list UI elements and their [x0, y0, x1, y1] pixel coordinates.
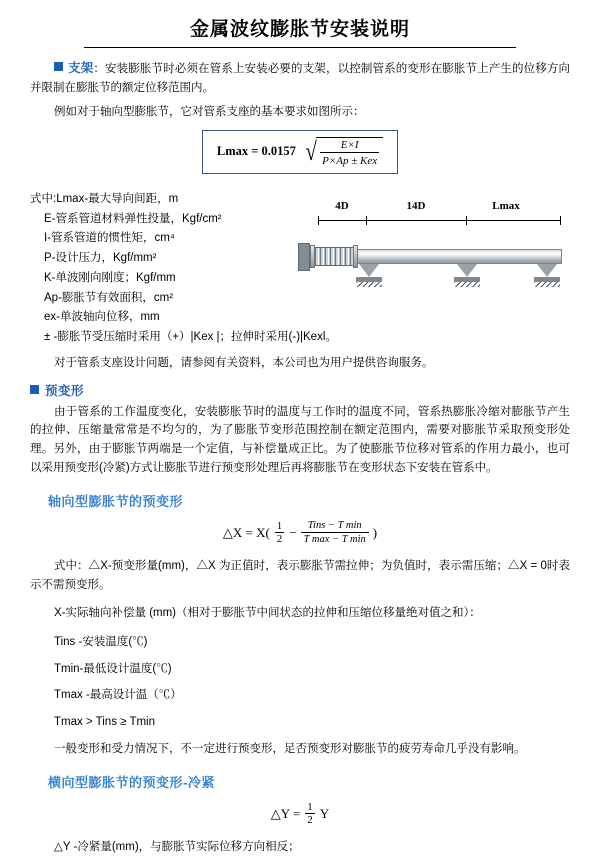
- formula-lmax-denominator: P×Ap ± Kex: [322, 154, 378, 167]
- formula-axial-frac-num: Tins − T min: [301, 520, 369, 533]
- formula-axial-half-den: 2: [276, 533, 283, 546]
- section-lateral-note: △Y -冷紧量(mm)，与膨胀节实际位移方向相反；: [54, 841, 300, 854]
- section-lateral-heading: 横向型膨胀节的预变形-冷紧: [48, 775, 215, 791]
- section-support-text: ：安装膨胀节时必须在管系上安装必要的支架，以控制管系的变形在膨胀节上产生的位移方向并限制在膨胀节的额定位移范围内。: [30, 63, 570, 94]
- axial-item: Tmin-最低设计温度(℃): [54, 662, 172, 675]
- dimension-tick: [560, 216, 561, 225]
- figure-dimension-lines: [294, 216, 564, 225]
- section-support-closing: 对于管系支座设计问题，请参阅有关资料，本公司也为用户提供咨询服务。: [54, 357, 434, 369]
- figure-dimension-labels: [294, 200, 564, 216]
- blue-square-bullet-icon: [30, 385, 39, 394]
- pipe-support-figure: [294, 200, 564, 310]
- bellows-end-cap: [310, 245, 315, 268]
- support-hatch: [454, 282, 480, 287]
- figure-label-lmax: Lmax: [492, 199, 520, 212]
- legend-item: 式中:Lmax-最大导向间距，m: [30, 192, 179, 205]
- legend-item: ex-单波轴向位移，mm: [44, 311, 160, 324]
- legend-item: P-设计压力，Kgf/mm²: [44, 252, 157, 265]
- radical-sign-icon: √: [305, 136, 317, 166]
- section-support-intro: [30, 58, 570, 97]
- formula-legend: [30, 190, 337, 348]
- formula-lateral-rhs: Y: [319, 805, 330, 821]
- formula-axial: [30, 520, 570, 545]
- dimension-segment: [318, 220, 366, 221]
- axial-item: X-实际轴向补偿量 (mm)（相对于膨胀节中间状态的拉伸和压缩位移量绝对值之和）：: [54, 607, 481, 620]
- support-triangle-icon: [359, 264, 379, 277]
- formula-lmax-radical: [304, 137, 383, 167]
- formula-lmax: [202, 130, 398, 174]
- axial-item: Tmax -最高设计温（℃）: [54, 689, 182, 702]
- legend-item: E-管系管道材料弹性投量，Kgf/cm²: [44, 212, 222, 225]
- formula-axial-fraction: [301, 520, 369, 545]
- axial-item: Tins -安装温度(℃): [54, 636, 148, 648]
- formula-axial-half: [275, 520, 285, 545]
- formula-lateral: [30, 801, 570, 826]
- section-support-heading: 支架: [68, 61, 94, 75]
- bellows-expansion-joint: [314, 247, 354, 266]
- axial-item: Tmax > Tins ≥ Tmin: [54, 715, 155, 728]
- formula-axial-half-num: 1: [276, 520, 283, 533]
- formula-axial-minus: −: [289, 524, 297, 540]
- legend-item: I-管系管道的惯性矩，cm⁴: [44, 232, 175, 245]
- page-title: 金属波纹膨胀节安装说明: [189, 19, 410, 40]
- section-predeform-para: 由于管系的工作温度变化，安装膨胀节时的温度与工作时的温度不同，管系热膨胀冷缩对膨胀节产生的拉伸、压缩量常常是不均匀的，为了膨胀节变形范围控制在额定范围内，需要对膨胀节采取预变形处理。另外，由于膨胀节两端是一个定值，与补偿量成正比。为了使膨胀节位移对管系的作用力最小，也可以采用预变形(冷紧)方式让膨胀节进行预变形处理后再将膨胀节在变形状态下安装在管系中。: [30, 405, 570, 474]
- formula-lmax-lhs: Lmax = 0.0157: [216, 144, 296, 159]
- section-predeform-heading: [30, 381, 570, 399]
- fixed-anchor: [298, 243, 310, 271]
- formula-lmax-wrap: [30, 130, 570, 174]
- section-axial-heading: 轴向型膨胀节的预变形: [48, 494, 184, 510]
- dimension-segment: [366, 220, 466, 221]
- figure-column: [288, 184, 570, 310]
- section-predeform-heading-text: 预变形: [45, 383, 85, 398]
- formula-lmax-numerator: E×I: [320, 139, 379, 153]
- axial-item: 一般变形和受力情况下，不一定进行预变形，足否预变形对膨胀节的疲劳寿命几乎没有影响。: [54, 742, 526, 755]
- axial-item: 式中：△X-预变形量(mm)，△X 为正值时，表示膨胀节需拉伸；为负值时，表示需压缩；△X = 0时表示不需预变形。: [30, 560, 570, 591]
- document-page: [0, 14, 600, 854]
- support-hatch: [534, 282, 560, 287]
- legend-and-figure: [30, 184, 570, 348]
- dimension-segment: [466, 220, 560, 221]
- guide-support: [356, 264, 382, 284]
- formula-axial-inline: [223, 520, 377, 545]
- formula-lateral-half: [305, 801, 315, 826]
- formula-axial-frac-den: T max − T min: [303, 534, 366, 546]
- section-axial-items: [30, 557, 570, 758]
- formula-axial-lhs: △X = X(: [222, 524, 270, 540]
- guide-support: [534, 264, 560, 284]
- legend-item: Ap-膨胀节有效面积，cm²: [44, 291, 174, 304]
- formula-lateral-lhs: △Y =: [270, 805, 301, 821]
- section-support-para2: 例如对于轴向型膨胀节，它对管系支座的基本要求如图所示：: [54, 106, 365, 119]
- formula-lateral-half-num: 1: [307, 801, 313, 814]
- support-triangle-icon: [457, 264, 477, 277]
- support-triangle-icon: [537, 264, 557, 277]
- blue-square-bullet-icon: [54, 62, 63, 71]
- pipe-assembly: [294, 227, 564, 299]
- guide-support: [454, 264, 480, 284]
- legend-item: K-单波刚向刚度；Kgf/mm: [44, 271, 176, 284]
- title-divider: [84, 47, 516, 48]
- legend-item: ± -膨胀节受压缩时采用（+）|Kex |；拉伸时采用(-)|Kexl。: [44, 331, 337, 344]
- formula-lmax-fraction: [316, 137, 383, 167]
- formula-axial-rhs: ): [372, 524, 378, 540]
- formula-lateral-inline: [271, 801, 329, 826]
- support-hatch: [356, 282, 382, 287]
- formula-lateral-half-den: 2: [307, 814, 313, 827]
- figure-label-14d: 14D: [406, 199, 426, 212]
- figure-label-4d: 4D: [335, 199, 349, 212]
